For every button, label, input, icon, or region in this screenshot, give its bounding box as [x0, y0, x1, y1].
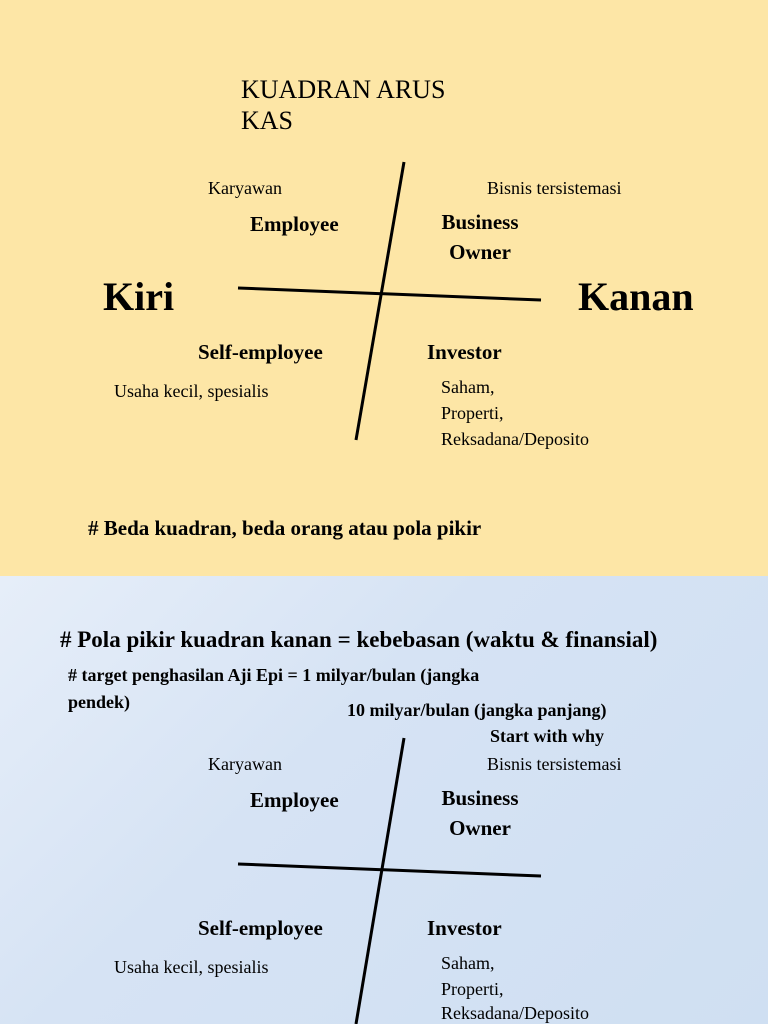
business-owner-label-line2: Owner — [449, 816, 511, 840]
business-owner-subtitle: Bisnis tersistemasi — [487, 178, 622, 198]
employee-subtitle: Karyawan — [208, 754, 282, 774]
business-owner-label-line1: Business — [441, 786, 519, 810]
investor-subtitle-2: Properti, — [441, 403, 504, 423]
horizontal-axis-line — [238, 864, 541, 876]
investor-subtitle-2: Properti, — [441, 979, 504, 999]
self-employee-label: Self-employee — [198, 916, 323, 940]
target-line-3: 10 milyar/bulan (jangka panjang) — [347, 700, 607, 720]
target-line-4: Start with why — [490, 726, 605, 746]
slide-title: KUADRAN ARUS KAS — [241, 75, 446, 136]
employee-label: Employee — [250, 212, 339, 236]
employee-label: Employee — [250, 788, 339, 812]
business-owner-label-line2: Owner — [449, 240, 511, 264]
investor-subtitle-1: Saham, — [441, 953, 495, 973]
business-owner-label-line1: Business — [441, 210, 519, 234]
investor-label: Investor — [427, 340, 502, 364]
self-employee-label: Self-employee — [198, 340, 323, 364]
right-side-label: Kanan — [578, 274, 694, 319]
target-line-2: pendek) — [68, 692, 131, 712]
horizontal-axis-line — [238, 288, 541, 300]
business-owner-subtitle: Bisnis tersistemasi — [487, 754, 622, 774]
employee-subtitle: Karyawan — [208, 178, 282, 198]
investor-subtitle-3: Reksadana/Deposito — [441, 429, 589, 449]
investor-subtitle-3: Reksadana/Deposito — [441, 1003, 589, 1023]
note-text: # Beda kuadran, beda orang atau pola pikir — [88, 516, 482, 540]
investor-label: Investor — [427, 916, 502, 940]
left-side-label: Kiri — [103, 274, 175, 319]
heading-text: # Pola pikir kuadran kanan = kebebasan (waktu & finansial) — [60, 627, 658, 652]
target-line-1: # target penghasilan Aji Epi = 1 milyar/bulan (jangka — [68, 665, 480, 685]
self-employee-subtitle: Usaha kecil, spesialis — [114, 957, 269, 977]
vertical-axis-line — [356, 738, 404, 1024]
investor-subtitle-1: Saham, — [441, 377, 495, 397]
slide-2 — [0, 576, 768, 1024]
vertical-axis-line — [356, 162, 404, 440]
self-employee-subtitle: Usaha kecil, spesialis — [114, 381, 269, 401]
